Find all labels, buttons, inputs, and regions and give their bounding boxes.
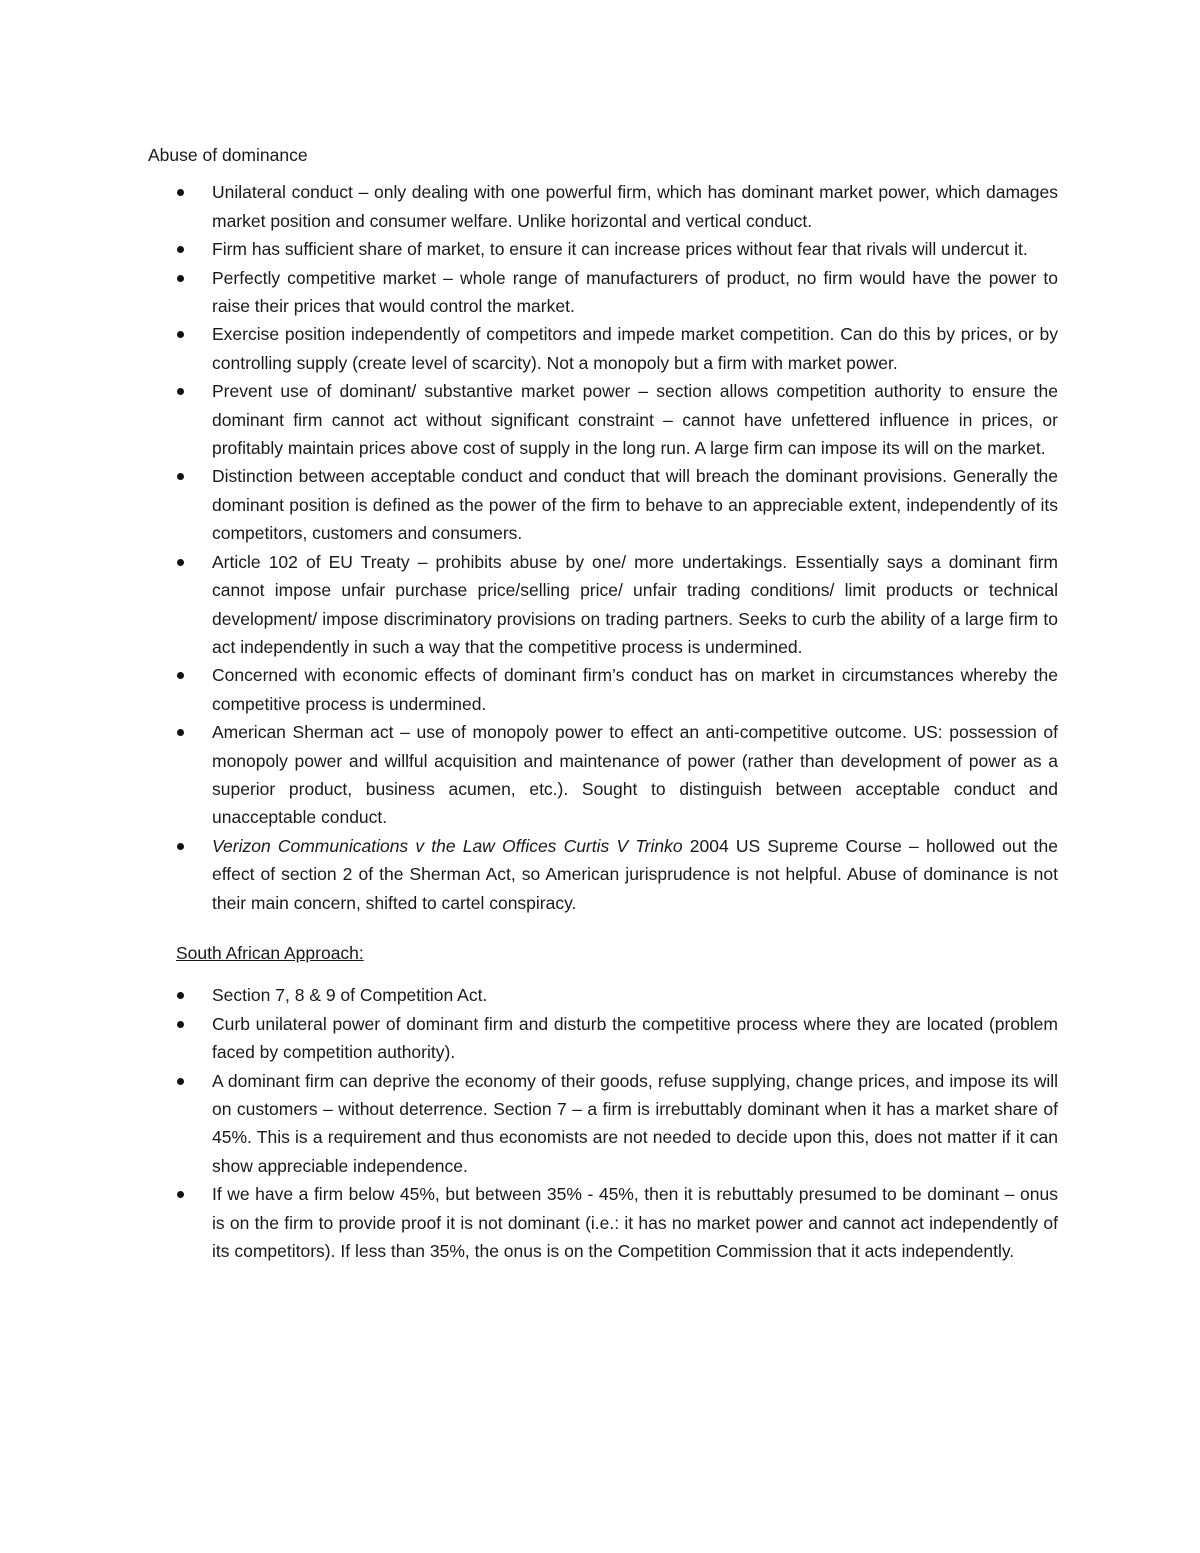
bullet-point-icon [177,1078,184,1085]
bullet-text: A dominant firm can deprive the economy of their goods, refuse supplying, change prices, and impose its will on customers – without deterrence. Section 7 – a firm is irrebuttably dominant when it has a market share of 45%. This is a requirement and thus economists are not needed to decide upon this, does not matter if it can show appreciable independence. [212,1070,1058,1176]
bullet-item [148,264,1058,321]
bullet-item [148,462,1058,547]
bullet-item [148,718,1058,832]
bullet-point-icon [177,559,184,566]
section-heading: South African Approach: [176,942,364,963]
case-citation: Verizon Communications v the Law Offices Curtis V Trinko [212,835,683,856]
bullet-text: Perfectly competitive market – whole range of manufacturers of product, no firm would have the power to raise their prices that would control the market. [212,267,1058,317]
bullet-point-icon [177,1021,184,1028]
bullet-item [148,1067,1058,1181]
bullet-point-icon [177,473,184,480]
bullet-item [148,832,1058,917]
bullet-text: Unilateral conduct – only dealing with one powerful firm, which has dominant market power, which damages market position and consumer welfare. Unlike horizontal and vertical conduct. [212,182,1058,231]
bullet-item [148,1180,1058,1265]
bullet-text: Article 102 of EU Treaty – prohibits abuse by one/ more undertakings. Essentially says a dominant firm cannot impose unfair purchase price/selling price/ unfair trading conditions/ limit products or technical development/ impose discriminatory provisions on trading partners. Seeks to curb the ability of a large firm to act independently in such a way that the competitive process is undermined. [212,551,1058,657]
bullet-item [148,377,1058,462]
bullet-point-icon [177,189,184,196]
bullet-text: Concerned with economic effects of dominant firm’s conduct has on market in circumstances whereby the competitive process is undermined. [212,665,1058,714]
bullet-point-icon [177,275,184,282]
bullet-item [148,661,1058,718]
bullet-item [148,235,1058,263]
bullet-point-icon [177,843,184,850]
bullet-item [148,320,1058,377]
bullet-text: Section 7, 8 & 9 of Competition Act. [212,985,488,1006]
bullet-point-icon [177,992,184,999]
bullet-text: Firm has sufficient share of market, to ensure it can increase prices without fear that rivals will undercut it. [212,239,1028,260]
bullet-item [148,548,1058,662]
document-body [148,141,1058,1265]
bullet-text: American Sherman act – use of monopoly power to effect an anti-competitive outcome. US: possession of monopoly power and willful acquisition and maintenance of power (rather than development of power as a superior product, business acumen, etc.). Sought to distinguish between acceptable conduct and unacceptable conduct. [212,722,1058,828]
bullet-point-icon [177,1191,184,1198]
bullet-text: 2004 US Supreme Course – hollowed out the effect of section 2 of the Sherman Act, so American jurisprudence is not helpful. Abuse of dominance is not their main concern, shifted to cartel conspiracy. [212,835,1058,913]
bullet-list-south-africa [148,981,1058,1265]
bullet-list-general [148,178,1058,917]
bullet-item [148,178,1058,235]
bullet-point-icon [177,672,184,679]
bullet-point-icon [177,246,184,253]
bullet-point-icon [177,388,184,395]
bullet-text: Curb unilateral power of dominant firm and disturb the competitive process where they are located (problem faced by competition authority). [212,1013,1058,1063]
bullet-item [148,981,1058,1009]
bullet-point-icon [177,331,184,338]
bullet-text: Exercise position independently of competitors and impede market competition. Can do this by prices, or by controlling supply (create level of scarcity). Not a monopoly but a firm with market power. [212,324,1058,373]
bullet-text: If we have a firm below 45%, but between 35% - 45%, then it is rebuttably presumed to be dominant – onus is on the firm to provide proof it is not dominant (i.e.: it has no market power and cannot act independently of its competitors). If less than 35%, the onus is on the Competition Commission that it acts independently. [212,1184,1058,1262]
bullet-text: Distinction between acceptable conduct and conduct that will breach the dominant provisions. Generally the dominant position is defined as the power of the firm to behave to an appreciable extent, independently of its competitors, customers and consumers. [212,466,1058,544]
bullet-text: Prevent use of dominant/ substantive market power – section allows competition authority to ensure the dominant firm cannot act without significant constraint – cannot have unfettered influence in prices, or profitably maintain prices above cost of supply in the long run. A large firm can impose its will on the market. [212,381,1058,459]
document-title: Abuse of dominance [148,145,308,165]
bullet-point-icon [177,729,184,736]
bullet-item [148,1010,1058,1067]
